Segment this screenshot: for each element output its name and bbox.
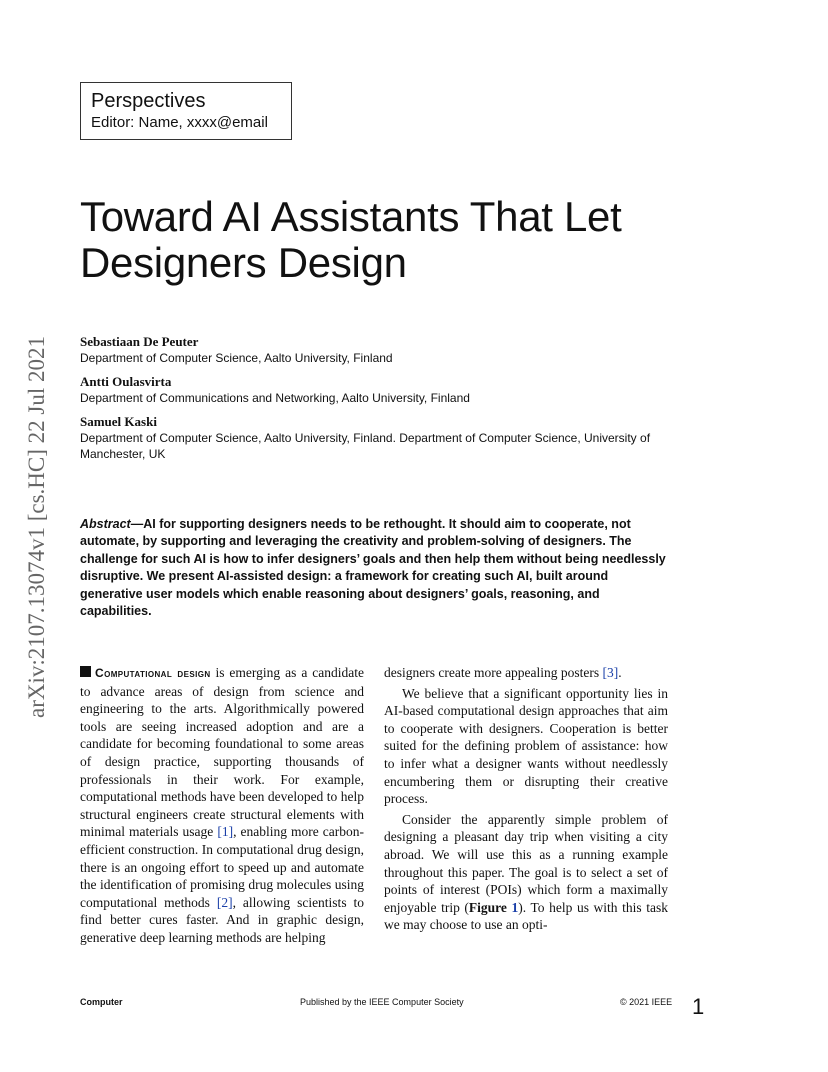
page-number: 1 xyxy=(692,994,705,1019)
abstract-separator: — xyxy=(130,517,144,531)
footer-journal: Computer xyxy=(80,997,123,1007)
body-column-right xyxy=(384,664,668,934)
footer-publisher: Published by the IEEE Computer Society xyxy=(300,997,464,1007)
paragraph xyxy=(384,664,668,682)
author-entry xyxy=(80,334,700,366)
paragraph-text: , allowing scientists to find better cures faster. And in graphic design, generative deep learning methods are helping xyxy=(80,894,364,945)
paragraph xyxy=(80,664,364,947)
body-column-left xyxy=(80,664,364,947)
author-affiliation: Department of Computer Science, Aalto University, Finland xyxy=(80,351,393,365)
figure-reference-word: Figure xyxy=(468,899,512,915)
paragraph-text: . xyxy=(618,665,622,680)
author-name: Antti Oulasvirta xyxy=(80,374,172,389)
author-entry xyxy=(80,414,700,462)
footer-copyright: © 2021 IEEE xyxy=(620,997,673,1007)
paragraph xyxy=(384,811,668,934)
author-list xyxy=(80,334,700,470)
abstract-label: Abstract xyxy=(80,517,131,531)
author-name: Sebastiaan De Peuter xyxy=(80,334,199,349)
paragraph: We believe that a significant opportunity lies in AI-based computational design approaches that aim to cooperate with designers. Cooperation is better suited for the defining problem of assistance: how to infer what a designer wants without needlessly encumbering them or disrupting their creative process. xyxy=(384,685,668,807)
citation-link[interactable]: [2] xyxy=(216,894,233,910)
author-affiliation: Department of Communications and Networking, Aalto University, Finland xyxy=(80,391,470,405)
abstract-text: AI for supporting designers needs to be rethought. It should aim to cooperate, not automate, by supporting and leveraging the creativity and problem-solving of designers. The challenge for such AI is how to infer designers’ goals and then help them without being needlessly disruptive. We present AI-assisted design: a framework for creating such AI, built around generative user models which enable reasoning about designers’ goals, reasoning, and capabilities. xyxy=(80,517,666,619)
figure-reference-number: 1 xyxy=(511,899,519,915)
paper-title: Toward AI Assistants That Let Designers Design xyxy=(80,193,622,286)
section-box xyxy=(80,82,292,140)
author-entry xyxy=(80,374,700,406)
arxiv-identifier-margin xyxy=(20,296,54,758)
section-name: Perspectives xyxy=(91,90,206,112)
abstract xyxy=(80,516,670,620)
arxiv-identifier: arXiv:2107.13074v1 [cs.HC] 22 Jul 2021 xyxy=(24,335,49,719)
figure-reference[interactable] xyxy=(469,900,518,915)
author-name: Samuel Kaski xyxy=(80,414,157,429)
paragraph-text: , enabling more carbon-efficient construction. In computational drug design, there is an ongoing effort to speed up and automate the identification of promising drug molecules using computational methods xyxy=(80,824,365,910)
paragraph-text: is emerging as a candidate to advance areas of design from science and engineering to the arts. Algorithmically powered tools are seeing increased adoption and are a candidate for becoming foundational to some areas of design practice, supporting thousands of professionals in their work. For example, computational methods have been developed to help structural engineers create structural elements with minimal materials usage xyxy=(80,665,365,840)
paragraph-text: ). To help us with this task we may choose to use an opti- xyxy=(384,899,668,933)
citation-link[interactable]: [3] xyxy=(602,665,619,680)
author-affiliation: Department of Computer Science, Aalto University, Finland. Department of Computer Science, University of Manchester, UK xyxy=(80,431,651,461)
lead-words: Computational design xyxy=(95,666,211,680)
section-start-square-icon xyxy=(80,666,91,677)
paragraph-text: Consider the apparently simple problem of designing a pleasant day trip when visiting a city abroad. We will use this as a running example throughout this paper. The goal is to select a set of points of interest (POIs) which form a maximally enjoyable trip ( xyxy=(384,811,668,915)
paragraph-text: designers create more appealing posters xyxy=(384,665,603,680)
citation-link[interactable]: [1] xyxy=(217,824,234,840)
section-editor: Editor: Name, xxxx@email xyxy=(91,114,268,131)
